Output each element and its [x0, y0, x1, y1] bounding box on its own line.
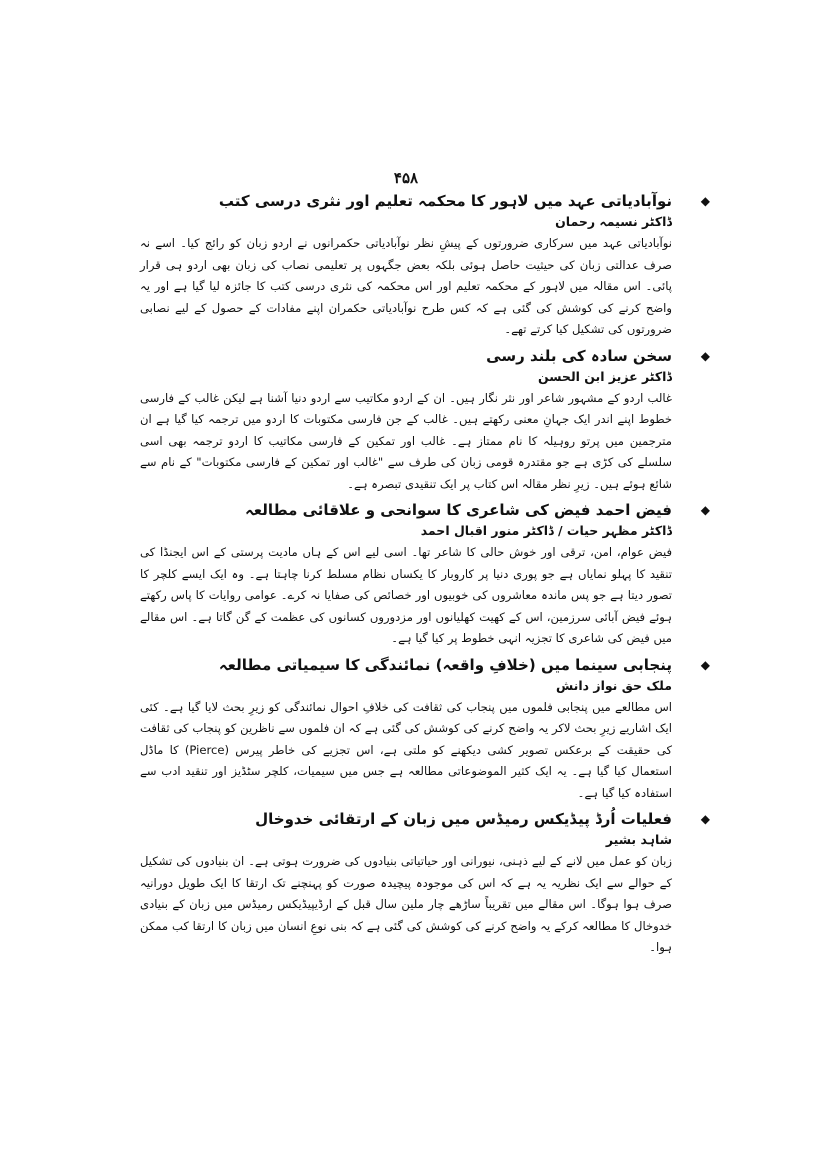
bullet-icon: ◆	[700, 194, 710, 208]
entry-abstract: زبان کو عمل میں لانے کے لیے ذہنی، نیورانی اور حیاتیاتی بنیادوں کی ضرورت ہوتی ہے۔ ان بنیادوں کی تشکیل کے حوالے سے ایک نظریہ یہ ہے کہ اس کی موجودہ پیچیدہ صورت کو پہنچنے تک ارتقا کا ایک طویل دورانیہ صرف ہوا ہوگا۔ اس مقالے میں تقریباً ساڑھے چار ملین سال قبل کے ارڈیپیڈیکس رمیڈس میں زبان کے بنیادی خدوخال کا مطالعہ کرکے یہ واضح کرنے کی کوشش کی گئی ہے کہ بنی نوعِ انسان میں زبان کا ارتقا کب ممکن ہوا۔	[140, 854, 672, 954]
document-page	[140, 168, 710, 963]
bullet-icon: ◆	[700, 812, 710, 826]
entry-abstract: اس مطالعے میں پنجابی فلموں میں پنجاب کی ثقافت کی خلافِ احوال نمائندگی کو زیرِ بحث لایا گیا ہے۔ کئی ایک اشاریے زیرِ بحث لاکر یہ واضح کرنے کی کوشش کی گئی ہے کہ ان فلموں سے ناظرین کو پنجاب کی ثقافت کی حقیقت کے برعکس تصویر کشی دیکھنے کو ملتی ہے، اس تجزیے کی خاطر پیرس (Pierce) کا ماڈل استعمال کیا گیا ہے۔ یہ ایک کثیر الموضوعاتی مطالعہ ہے جس میں سیمیات، کلچر سٹڈیز اور تنقید ادب سے استفادہ کیا گیا ہے۔	[140, 699, 673, 800]
abstract-entry	[140, 808, 710, 959]
entry-author: ڈاکٹر عزیز ابن الحسن	[537, 368, 672, 384]
entry-abstract: غالب اردو کے مشہور شاعر اور نثر نگار ہیں۔ ان کے اردو مکاتیب سے اردو دنیا آشنا ہے لیکن غالب کے فارسی خطوط اپنے اندر ایک جہانِ معنی رکھتے ہیں۔ غالب کے جن فارسی مکتوبات کا اردو میں ترجمہ کیا گیا ہے ان مترجمین میں پرتو روہیلہ کا نام ممتاز ہے۔ غالب اور تمکین کے فارسی مکاتیب کا اردو ترجمہ بھی اسی سلسلے کی کڑی ہے جو مقتدرہ قومی زبان کی طرف سے "غالب اور تمکین کے فارسی مکتوبات" کے نام سے شائع ہوئے ہیں۔ زیرِ نظر مقالہ اس کتاب پر ایک تنقیدی تبصرہ ہے۔	[140, 390, 672, 491]
entry-abstract: فیض عوام، امن، ترقی اور خوش حالی کا شاعر تھا۔ اسی لیے اس کے ہاں مادیت پرستی کے اس ایجنڈا کی تنقید کا پہلو نمایاں ہے جو پوری دنیا پر کاروبار کا یکساں نظام مسلط کرنا چاہتا ہے۔ وہ ایک ایسے کلچر کا تصور دیتا ہے جو پس ماندہ معاشروں کی خوبیوں اور خصائص کی صفایا نہ کرے۔ عوامی روایات کا پاس رکھتے ہوئے فیض آبائی سرزمین، اس کے کھیت کھلیانوں اور مزدوروں کسانوں کی عظمت کے گن گاتا ہے۔ اس مقالے میں فیض کی شاعری کا تجزیہ انہی خطوط پر کیا گیا ہے۔	[140, 545, 672, 645]
entry-title: فیض احمد فیض کی شاعری کا سوانحی و علاقائی مطالعہ	[244, 501, 672, 519]
bullet-icon: ◆	[700, 348, 710, 363]
abstract-entry	[140, 345, 710, 496]
entry-author: شاہد بشیر	[605, 832, 672, 847]
bullet-icon: ◆	[700, 657, 710, 672]
abstract-entry	[140, 190, 710, 341]
abstract-entry	[140, 499, 710, 650]
entry-title: نوآبادیاتی عہد میں لاہور کا محکمہ تعلیم اور نثری درسی کتب	[218, 192, 672, 210]
bullet-icon: ◆	[700, 503, 710, 517]
page-number: ۴۵۸	[393, 169, 419, 187]
entry-author: ملک حق نواز دانش	[555, 677, 672, 693]
entry-abstract: نوآبادیاتی عہد میں سرکاری ضرورتوں کے پیشِ نظر نوآبادیاتی حکمرانوں نے اردو زبان کو رائج کیا۔ اسے نہ صرف عدالتی زبان کی حیثیت حاصل ہوئی بلکہ بعض جگہوں پر تعلیمی نصاب کی زبان بھی اردو ہی قرار پائی۔ اس مقالہ میں لاہور کے محکمہ تعلیم اور اس محکمہ کی نثری درسی کتب کا جائزہ لیا گیا ہے اور یہ واضح کرنے کی کوشش کی گئی ہے کہ کس طرح نوآبادیاتی حکمران اپنے مفادات کے حصول کے لیے نصابی ضرورتوں کی تشکیل کیا کرتے تھے۔	[140, 236, 672, 336]
entry-title: فعلیات اُرڈ پیڈیکس رمیڈس میں زبان کے ارتقائی خدوخال	[255, 810, 672, 828]
entry-author: ڈاکٹر نسیمہ رحمان	[555, 214, 672, 229]
entry-title: سخن سادہ کی بلند رسی	[486, 346, 672, 365]
entry-author: ڈاکٹر مظہر حیات / ڈاکٹر منور اقبال احمد	[420, 523, 672, 538]
entry-title: پنجابی سینما میں (خلافِ واقعہ) نمائندگی کا سیمیاتی مطالعہ	[218, 655, 672, 674]
abstract-entry	[140, 654, 710, 805]
